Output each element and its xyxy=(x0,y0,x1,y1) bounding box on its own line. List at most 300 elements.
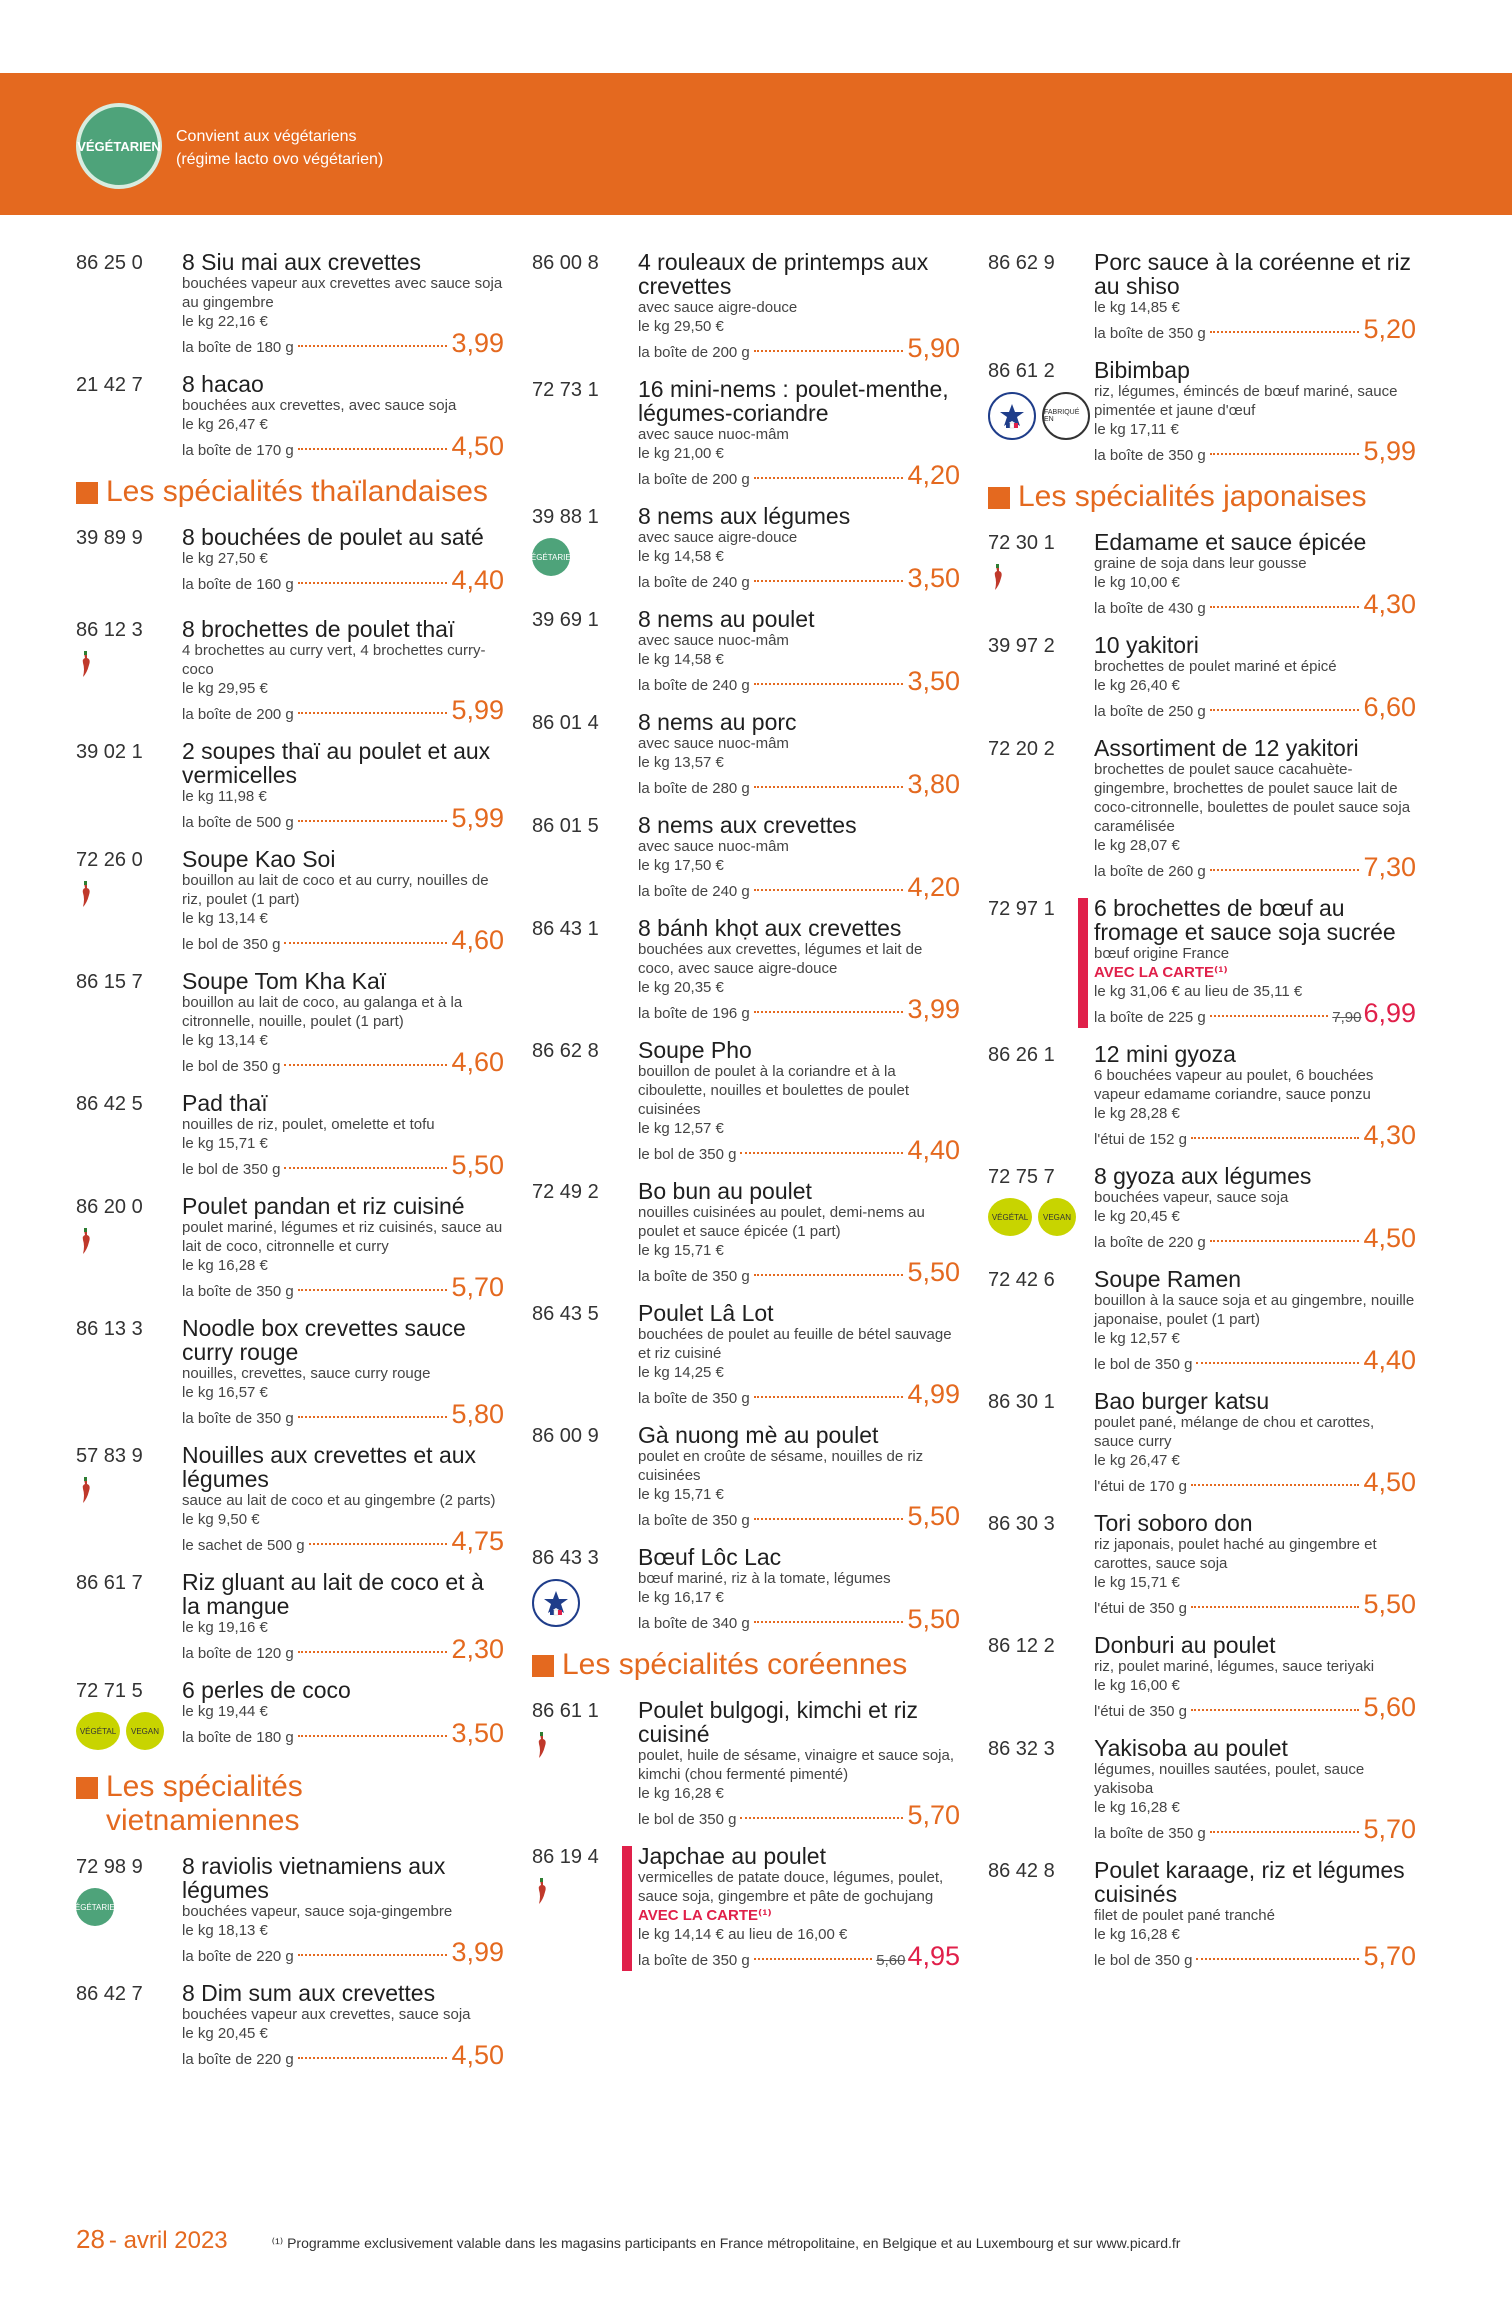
vegetarian-badge-icon: VÉGÉTARIEN xyxy=(76,103,162,189)
vegan-icon: VEGAN xyxy=(1038,1198,1076,1236)
product-item xyxy=(532,916,960,1026)
product-name: 12 mini gyoza xyxy=(1094,1041,1236,1067)
product-name: 8 hacao xyxy=(182,371,264,397)
price-per-kg: le kg 15,71 € xyxy=(1094,1574,1180,1591)
package-size: la boîte de 225 g xyxy=(1094,1009,1206,1026)
product-item xyxy=(76,1570,504,1666)
quantity-price-line xyxy=(1094,1589,1416,1621)
price: 5,50 xyxy=(1363,1589,1416,1619)
product-description: bouillon au lait de coco et au curry, nouilles de riz, poulet (1 part) xyxy=(182,872,489,908)
price-per-kg: le kg 18,13 € xyxy=(182,1922,268,1939)
dot-leader xyxy=(754,350,904,352)
product-item xyxy=(532,1698,960,1832)
product-icons xyxy=(532,1878,552,1908)
product-code: 86 19 4 xyxy=(532,1846,599,1868)
product-name: Poulet karaage, riz et légumes cuisinés xyxy=(1094,1857,1405,1907)
section-title-japanese: Les spécialités japonaises xyxy=(988,480,1416,514)
product-code: 86 42 8 xyxy=(988,1860,1055,1882)
quantity-price-line xyxy=(1094,314,1416,346)
price-per-kg: le kg 27,50 € xyxy=(182,550,268,567)
product-name: Soupe Kao Soi xyxy=(182,846,336,872)
price: 2,30 xyxy=(451,1634,504,1664)
product-name: Yakisoba au poulet xyxy=(1094,1735,1288,1761)
package-size: la boîte de 350 g xyxy=(182,1283,294,1300)
product-item xyxy=(532,710,960,801)
package-size: la boîte de 260 g xyxy=(1094,863,1206,880)
product-code: 86 00 8 xyxy=(532,252,599,274)
quantity-price-line xyxy=(1094,1345,1416,1377)
package-size: l'étui de 350 g xyxy=(1094,1600,1187,1617)
product-item xyxy=(532,1545,960,1636)
price-per-kg: le kg 29,95 € xyxy=(182,680,268,697)
quantity-price-line xyxy=(638,872,960,904)
product-name: Poulet Lâ Lot xyxy=(638,1300,774,1326)
product-name: 8 brochettes de poulet thaï xyxy=(182,616,455,642)
price-per-kg: le kg 14,58 € xyxy=(638,651,724,668)
product-name: Poulet bulgogi, kimchi et riz cuisiné xyxy=(638,1697,918,1747)
quantity-price-line xyxy=(182,695,504,727)
price: 3,50 xyxy=(907,666,960,696)
product-item xyxy=(532,1844,960,1973)
product-description: bœuf mariné, riz à la tomate, légumes xyxy=(638,1570,891,1587)
price: 4,50 xyxy=(1363,1467,1416,1497)
dot-leader xyxy=(1210,453,1360,455)
price-per-kg: le kg 19,16 € xyxy=(182,1619,268,1636)
product-name: Soupe Pho xyxy=(638,1037,752,1063)
quantity-price-line xyxy=(182,2040,504,2072)
price-per-kg: le kg 13,14 € xyxy=(182,910,268,927)
price-per-kg: le kg 12,57 € xyxy=(638,1120,724,1137)
product-name: 8 nems aux légumes xyxy=(638,503,851,529)
product-name: 8 Siu mai aux crevettes xyxy=(182,249,422,275)
chili-pepper-icon xyxy=(988,564,1008,594)
product-description: sauce au lait de coco et au gingembre (2 parts) xyxy=(182,1492,496,1509)
product-item xyxy=(988,1164,1416,1255)
package-size: la boîte de 350 g xyxy=(182,1410,294,1427)
price: 4,30 xyxy=(1363,589,1416,619)
dot-leader xyxy=(740,1817,903,1819)
col1-list-b xyxy=(76,525,504,1758)
price: 5,70 xyxy=(1363,1941,1416,1971)
quantity-price-line xyxy=(182,1399,504,1431)
product-description: bouillon de poulet à la coriandre et à la ciboulette, nouilles et boulettes de poulet cuisinées xyxy=(638,1063,910,1118)
price-per-kg: le kg 17,11 € xyxy=(1094,421,1179,438)
package-size: l'étui de 152 g xyxy=(1094,1131,1187,1148)
product-item xyxy=(532,1179,960,1289)
product-name: Nouilles aux crevettes et aux légumes xyxy=(182,1442,477,1492)
product-description: bouchées de poulet au feuille de bétel sauvage et riz cuisiné xyxy=(638,1326,952,1362)
dot-leader xyxy=(754,1011,904,1013)
price-per-kg: le kg 16,28 € xyxy=(182,1257,268,1274)
vegetarian-icon: VÉGÉTARIEN xyxy=(76,1888,114,1926)
quantity-price-line xyxy=(638,1941,960,1973)
product-code: 39 89 9 xyxy=(76,527,143,549)
product-item xyxy=(988,736,1416,884)
chili-pepper-icon xyxy=(76,881,96,911)
product-code: 72 71 5 xyxy=(76,1680,143,1702)
product-name: Bœuf Lôc Lac xyxy=(638,1544,782,1570)
product-name: 16 mini-nems : poulet-menthe, légumes-coriandre xyxy=(638,376,949,426)
price: 3,80 xyxy=(907,769,960,799)
package-size: la boîte de 350 g xyxy=(1094,325,1206,342)
dot-leader xyxy=(309,1543,448,1545)
product-item xyxy=(76,969,504,1079)
dot-leader xyxy=(754,889,904,891)
vegetal-icon: VÉGÉTAL xyxy=(988,1198,1032,1236)
quantity-price-line xyxy=(638,563,960,595)
product-description: avec sauce aigre-douce xyxy=(638,299,798,316)
price-per-kg: le kg 15,71 € xyxy=(638,1242,724,1259)
dot-leader xyxy=(298,1954,448,1956)
price: 5,70 xyxy=(451,1272,504,1302)
price: 3,99 xyxy=(451,1937,504,1967)
package-size: la boîte de 200 g xyxy=(638,344,750,361)
product-item xyxy=(76,1678,504,1758)
package-size: la boîte de 240 g xyxy=(638,677,750,694)
dot-leader xyxy=(1210,1240,1360,1242)
product-name: 6 perles de coco xyxy=(182,1677,351,1703)
price-per-kg: le kg 20,45 € xyxy=(1094,1208,1180,1225)
product-icons xyxy=(76,881,96,911)
product-code: 86 32 3 xyxy=(988,1738,1055,1760)
package-size: la boîte de 196 g xyxy=(638,1005,750,1022)
quantity-price-line xyxy=(182,328,504,360)
product-item xyxy=(532,1038,960,1167)
product-description: nouilles, crevettes, sauce curry rouge xyxy=(182,1365,431,1382)
dot-leader xyxy=(298,1651,448,1653)
price-per-kg: le kg 15,71 € xyxy=(638,1486,724,1503)
product-item xyxy=(76,1981,504,2072)
product-item xyxy=(988,633,1416,724)
product-code: 72 20 2 xyxy=(988,738,1055,760)
chili-pepper-icon xyxy=(532,1878,552,1908)
dot-leader xyxy=(1210,869,1360,871)
quantity-price-line xyxy=(182,803,504,835)
quantity-price-line xyxy=(638,1604,960,1636)
product-description: riz, légumes, émincés de bœuf mariné, sauce pimentée et jaune d'œuf xyxy=(1094,383,1398,419)
section-title-korean: Les spécialités coréennes xyxy=(532,1648,960,1682)
package-size: la boîte de 180 g xyxy=(182,1729,294,1746)
price-per-kg: le kg 21,00 € xyxy=(638,445,724,462)
dot-leader xyxy=(298,820,448,822)
banner-line-2: (régime lacto ovo végétarien) xyxy=(176,151,384,168)
vegetal-icon: VÉGÉTAL xyxy=(76,1712,120,1750)
product-item xyxy=(988,1511,1416,1621)
price: 4,40 xyxy=(1363,1345,1416,1375)
quantity-price-line xyxy=(182,925,504,957)
quantity-price-line xyxy=(638,994,960,1026)
product-name: Porc sauce à la coréenne et riz au shiso xyxy=(1094,249,1412,299)
column-1 xyxy=(69,249,504,2084)
product-name: 8 nems au poulet xyxy=(638,606,815,632)
price: 5,90 xyxy=(907,333,960,363)
package-size: le bol de 350 g xyxy=(1094,1952,1193,1969)
footnote: ⁽¹⁾ Programme exclusivement valable dans les magasins participants en France métropolitaine, en Belgique et au Luxembourg et sur www.picard.fr xyxy=(271,2235,1181,2251)
product-name: Japchae au poulet xyxy=(638,1843,826,1869)
product-code: 86 25 0 xyxy=(76,252,143,274)
quantity-price-line xyxy=(182,1047,504,1079)
package-size: la boîte de 120 g xyxy=(182,1645,294,1662)
quantity-price-line xyxy=(1094,1692,1416,1724)
product-code: 72 97 1 xyxy=(988,898,1055,920)
product-item xyxy=(532,377,960,492)
price: 4,40 xyxy=(907,1135,960,1165)
quantity-price-line xyxy=(1094,852,1416,884)
product-name: Pad thaï xyxy=(182,1090,268,1116)
product-code: 57 83 9 xyxy=(76,1445,143,1467)
product-name: 8 gyoza aux légumes xyxy=(1094,1163,1312,1189)
product-code: 86 42 5 xyxy=(76,1093,143,1115)
quantity-price-line xyxy=(1094,1467,1416,1499)
product-code: 86 30 3 xyxy=(988,1513,1055,1535)
product-item xyxy=(988,1858,1416,1973)
price: 3,50 xyxy=(907,563,960,593)
price: 3,99 xyxy=(907,994,960,1024)
price: 5,80 xyxy=(451,1399,504,1429)
package-size: la boîte de 340 g xyxy=(638,1615,750,1632)
product-item xyxy=(988,530,1416,621)
product-icons xyxy=(69,1888,121,1926)
product-code: 86 01 4 xyxy=(532,712,599,734)
package-size: la boîte de 180 g xyxy=(182,339,294,356)
dot-leader xyxy=(1191,1484,1360,1486)
price: 5,60 xyxy=(1363,1692,1416,1722)
package-size: l'étui de 170 g xyxy=(1094,1478,1187,1495)
product-name: 4 rouleaux de printemps aux crevettes xyxy=(638,249,929,299)
price-per-kg: le kg 13,14 € xyxy=(182,1032,268,1049)
dot-leader xyxy=(754,1621,904,1623)
dot-leader xyxy=(754,786,904,788)
price-per-kg: le kg 12,57 € xyxy=(1094,1330,1180,1347)
package-size: la boîte de 280 g xyxy=(638,780,750,797)
quantity-price-line xyxy=(638,769,960,801)
dot-leader xyxy=(1196,1362,1359,1364)
price: 4,30 xyxy=(1363,1120,1416,1150)
col3-list-b xyxy=(988,530,1416,1973)
product-name: 8 nems au porc xyxy=(638,709,797,735)
product-name: 8 raviolis vietnamiens aux légumes xyxy=(182,1853,446,1903)
product-code: 86 20 0 xyxy=(76,1196,143,1218)
price-per-kg: le kg 16,28 € xyxy=(1094,1926,1180,1943)
package-size: la boîte de 170 g xyxy=(182,442,294,459)
page-footer xyxy=(76,2224,1476,2255)
product-item xyxy=(532,250,960,365)
product-item xyxy=(76,617,504,727)
chili-pepper-icon xyxy=(76,1228,96,1258)
product-description: brochettes de poulet mariné et épicé xyxy=(1094,658,1337,675)
price-per-kg: le kg 26,47 € xyxy=(1094,1452,1180,1469)
product-description: avec sauce nuoc-mâm xyxy=(638,632,789,649)
product-description: bouchées vapeur, sauce soja-gingembre xyxy=(182,1903,453,1920)
product-description: avec sauce aigre-douce xyxy=(638,529,798,546)
product-description: bouillon au lait de coco, au galanga et à la citronnelle, nouille, poulet (1 part) xyxy=(182,994,463,1030)
section-title-thai: Les spécialités thaïlandaises xyxy=(76,475,504,509)
product-description: légumes, nouilles sautées, poulet, sauce yakisoba xyxy=(1094,1761,1365,1797)
product-item xyxy=(988,1633,1416,1724)
price-per-kg: le kg 13,57 € xyxy=(638,754,724,771)
product-item xyxy=(532,607,960,698)
dot-leader xyxy=(284,1064,447,1066)
product-item xyxy=(76,1194,504,1304)
dot-leader xyxy=(1191,1709,1360,1711)
product-name: Soupe Tom Kha Kaï xyxy=(182,968,387,994)
product-code: 86 62 8 xyxy=(532,1040,599,1062)
price: 4,50 xyxy=(1363,1223,1416,1253)
price-per-kg: le kg 16,17 € xyxy=(638,1589,724,1606)
product-icons xyxy=(988,564,1008,594)
product-code: 86 43 3 xyxy=(532,1547,599,1569)
product-item xyxy=(988,1042,1416,1152)
dot-leader xyxy=(754,1958,872,1960)
price: 4,40 xyxy=(451,565,504,595)
dot-leader xyxy=(1191,1606,1360,1608)
package-size: la boîte de 250 g xyxy=(1094,703,1206,720)
price-per-kg: le kg 17,50 € xyxy=(638,857,724,874)
price-per-kg: le kg 10,00 € xyxy=(1094,574,1180,591)
page-date: - avril 2023 xyxy=(108,2227,228,2254)
dot-leader xyxy=(754,1518,904,1520)
product-item xyxy=(76,1316,504,1431)
price: 4,50 xyxy=(451,2040,504,2070)
package-size: la boîte de 240 g xyxy=(638,574,750,591)
quantity-price-line xyxy=(638,333,960,365)
quantity-price-line xyxy=(1094,1814,1416,1846)
quantity-price-line xyxy=(638,1800,960,1832)
chili-pepper-icon xyxy=(532,1732,552,1762)
price-per-kg: le kg 14,58 € xyxy=(638,548,724,565)
price: 6,99 xyxy=(1363,998,1416,1028)
col3-list-a xyxy=(988,250,1416,468)
price-per-kg: le kg 26,40 € xyxy=(1094,677,1180,694)
package-size: la boîte de 350 g xyxy=(638,1952,750,1969)
product-code: 21 42 7 xyxy=(76,374,143,396)
product-code: 86 13 3 xyxy=(76,1318,143,1340)
product-name: Bibimbap xyxy=(1094,357,1190,383)
product-name: Edamame et sauce épicée xyxy=(1094,529,1367,555)
price: 4,20 xyxy=(907,872,960,902)
product-name: Poulet pandan et riz cuisiné xyxy=(182,1193,465,1219)
package-size: l'étui de 350 g xyxy=(1094,1703,1187,1720)
price-per-kg: le kg 20,45 € xyxy=(182,2025,268,2042)
price-per-kg: le kg 16,00 € xyxy=(1094,1677,1180,1694)
product-code: 86 00 9 xyxy=(532,1425,599,1447)
product-name: 6 brochettes de bœuf au fromage et sauce soja sucrée xyxy=(1094,895,1396,945)
quantity-price-line xyxy=(182,431,504,463)
product-description: poulet mariné, légumes et riz cuisinés, sauce au lait de coco, citronnelle et curry xyxy=(182,1219,503,1255)
quantity-price-line xyxy=(1094,1941,1416,1973)
promo-card-label: AVEC LA CARTE⁽¹⁾ xyxy=(1094,964,1228,981)
product-code: 72 26 0 xyxy=(76,849,143,871)
col1-list-c xyxy=(69,1853,504,2072)
price: 5,70 xyxy=(1363,1814,1416,1844)
dot-leader xyxy=(284,942,447,944)
product-name: 8 nems aux crevettes xyxy=(638,812,857,838)
price-per-kg: le kg 9,50 € xyxy=(182,1511,260,1528)
product-description: bouillon à la sauce soja et au gingembre, nouille japonaise, poulet (1 part) xyxy=(1094,1292,1415,1328)
price-per-kg: le kg 20,35 € xyxy=(638,979,724,996)
product-code: 39 88 1 xyxy=(532,506,599,528)
product-icons xyxy=(76,1228,96,1258)
dot-leader xyxy=(740,1152,903,1154)
product-name: Donburi au poulet xyxy=(1094,1632,1276,1658)
product-code: 72 42 6 xyxy=(988,1269,1055,1291)
package-size: le bol de 350 g xyxy=(182,1058,281,1075)
product-description: nouilles de riz, poulet, omelette et tofu xyxy=(182,1116,435,1133)
product-code: 86 30 1 xyxy=(988,1391,1055,1413)
dot-leader xyxy=(754,477,904,479)
origin-france-icon xyxy=(532,1579,580,1627)
package-size: la boîte de 220 g xyxy=(1094,1234,1206,1251)
product-code: 86 01 5 xyxy=(532,815,599,837)
price: 4,60 xyxy=(451,925,504,955)
quantity-price-line xyxy=(182,1937,504,1969)
dot-leader xyxy=(754,1396,904,1398)
package-size: la boîte de 220 g xyxy=(182,2051,294,2068)
product-description: bouchées vapeur aux crevettes avec sauce soja au gingembre xyxy=(182,275,503,311)
dot-leader xyxy=(1210,331,1360,333)
product-code: 86 43 5 xyxy=(532,1303,599,1325)
package-size: la boîte de 350 g xyxy=(638,1268,750,1285)
price-per-kg: le kg 29,50 € xyxy=(638,318,724,335)
package-size: le bol de 350 g xyxy=(1094,1356,1193,1373)
dot-leader xyxy=(754,580,904,582)
banner-legend xyxy=(176,125,383,171)
product-item xyxy=(988,896,1416,1030)
quantity-price-line xyxy=(1094,1223,1416,1255)
col1-list-a xyxy=(76,250,504,463)
package-size: la boîte de 240 g xyxy=(638,883,750,900)
quantity-price-line xyxy=(638,666,960,698)
package-size: la boîte de 350 g xyxy=(1094,447,1206,464)
product-icons xyxy=(76,1712,164,1750)
old-price: 5,60 xyxy=(876,1952,906,1969)
quantity-price-line xyxy=(1094,589,1416,621)
product-description: avec sauce nuoc-mâm xyxy=(638,838,789,855)
col2-list-a xyxy=(525,249,960,1636)
product-name: 8 bánh khọt aux crevettes xyxy=(638,915,902,941)
dot-leader xyxy=(298,1289,448,1291)
product-code: 86 12 3 xyxy=(76,619,143,641)
price: 5,50 xyxy=(451,1150,504,1180)
package-size: le bol de 350 g xyxy=(182,1161,281,1178)
product-description: poulet pané, mélange de chou et carottes, sauce curry xyxy=(1094,1414,1375,1450)
product-code: 86 43 1 xyxy=(532,918,599,940)
product-item xyxy=(76,525,504,605)
product-description: avec sauce nuoc-mâm xyxy=(638,426,789,443)
product-code: 72 73 1 xyxy=(532,379,599,401)
quantity-price-line xyxy=(638,1135,960,1167)
product-name: Assortiment de 12 yakitori xyxy=(1094,735,1359,761)
product-item xyxy=(525,503,960,595)
product-code: 86 26 1 xyxy=(988,1044,1055,1066)
price-per-kg: le kg 14,14 € au lieu de 16,00 € xyxy=(638,1926,848,1943)
price: 5,50 xyxy=(907,1501,960,1531)
product-item xyxy=(76,1091,504,1182)
price: 4,60 xyxy=(451,1047,504,1077)
dot-leader xyxy=(298,1735,448,1737)
vegan-icon: VEGAN xyxy=(126,1712,164,1750)
price: 4,95 xyxy=(907,1941,960,1971)
product-description: filet de poulet pané tranché xyxy=(1094,1907,1275,1924)
section-title-vietnamese: Les spécialités vietnamiennes xyxy=(76,1770,336,1838)
product-name: 8 Dim sum aux crevettes xyxy=(182,1980,436,2006)
package-size: le bol de 350 g xyxy=(638,1146,737,1163)
product-icons xyxy=(532,1732,552,1762)
product-description: riz japonais, poulet haché au gingembre et carottes, sauce soja xyxy=(1094,1536,1377,1572)
price-per-kg: le kg 15,71 € xyxy=(182,1135,268,1152)
price: 4,20 xyxy=(907,460,960,490)
product-item xyxy=(69,1853,504,1969)
